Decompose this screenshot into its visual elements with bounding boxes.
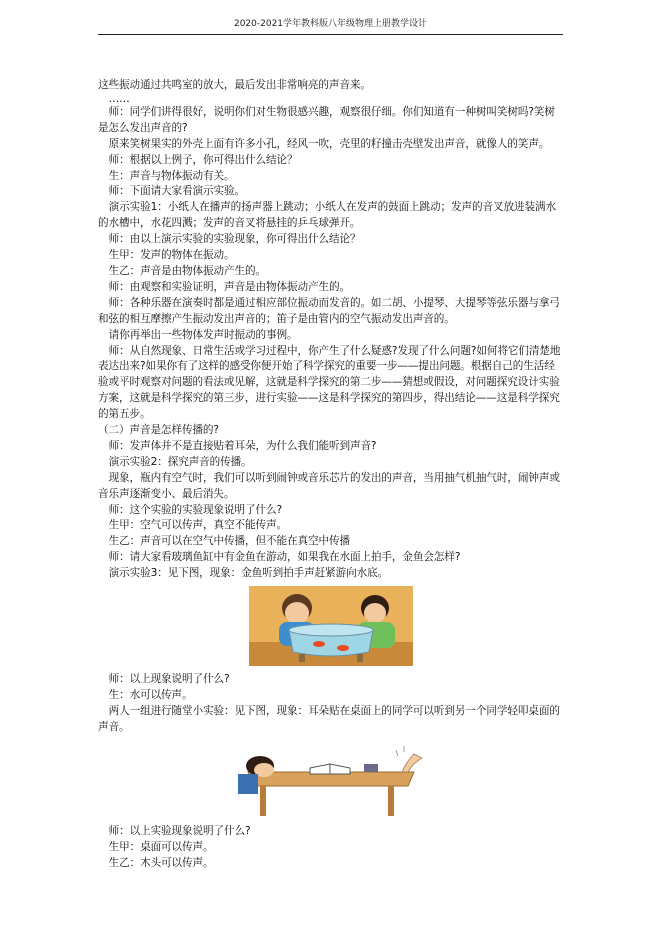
paragraph: 师：以上现象说明了什么? [108,673,230,686]
figure-fish-tank [98,586,563,666]
paragraph: 生甲：发声的物体在振动。 [108,249,235,262]
paragraph: 生乙：声音是由物体振动产生的。 [108,264,266,277]
paragraph: 请你再举出一些物体发声时振动的事例。 [108,328,298,341]
table-experiment-illustration [238,742,424,818]
paragraph: 这些振动通过共鸣室的放大，最后发出非常响亮的声音来。 [98,79,371,91]
paragraph: 师：以上实验现象说明了什么? [108,824,251,837]
section-heading: （二）声音是怎样传播的? [98,424,219,437]
document-body [98,78,563,871]
paragraph: 师：由以上演示实验的实验现象，你可得出什么结论？ [108,233,361,246]
paragraph: 演示实验3：见下图，现象：金鱼听到拍手声赶紧游向水底。 [108,567,389,580]
paragraph: 生乙：木头可以传声。 [108,856,214,869]
paragraph: 生：水可以传声。 [108,689,193,701]
paragraph: 师：这个实验的实验现象说明了什么? [108,503,283,516]
ellipsis: …… [108,92,130,105]
paragraph: 原来笑树果实的外壳上面有许多小孔，经风一吹，壳里的籽撞击壳壁发出声音，就像人的笑声。 [108,137,550,150]
fish-tank-illustration [249,586,413,666]
paragraph: 生甲：桌面可以传声。 [108,840,214,853]
paragraph: 师：发声体并不是直接贴着耳朵，为什么我们能听到声音? [108,439,377,452]
paragraph: 师：请大家看玻璃鱼缸中有金鱼在游动，如果我在水面上拍手，金鱼会怎样? [108,551,461,564]
paragraph: 师：从自然现象、日常生活或学习过程中，你产生了什么疑惑?发现了什么问题?如何将它们清楚地表达出来?如果你有了这样的感受你便开始了科学探究的重要一步——提出问题。根据自己的生活经验或平时观察对问题的看法或见解，这就是科学探究的第二步——猜想或假设，对问题探究设计实验方案，这就是科学探究的第三步，进行实验——这是科学探究的第四步，得出结论——这是科学探究的第五步。 [98,344,561,421]
paragraph: 师：根据以上例子，你可得出什么结论？ [108,153,298,166]
paragraph: 生甲：空气可以传声，真空不能传声。 [108,519,287,532]
paragraph: 演示实验1：小纸人在播声的扬声器上跳动；小纸人在发声的鼓面上跳动；发声的音叉放进装满水的水槽中，水花四溅；发声的音叉将悬挂的乒乓球弹开。 [98,201,556,230]
header-title: 2020-2021学年教科版八年级物理上册教学设计 [233,19,428,29]
paragraph: 演示实验2：探究声音的传播。 [108,455,252,468]
page-header [98,14,563,35]
figure-table-sound [98,742,563,818]
paragraph: 师：由观察和实验证明，声音是由物体振动产生的。 [108,280,350,293]
paragraph: 师：下面请大家看演示实验。 [108,185,246,198]
paragraph: 现象，瓶内有空气时，我们可以听到闹钟或音乐芯片的发出的声音，当用抽气机抽气时，闹钟声或音乐声逐渐变小、最后消失。 [98,471,560,500]
paragraph: 生：声音与物体振动有关。 [108,169,235,182]
paragraph: 生乙：声音可以在空气中传播，但不能在真空中传播 [108,535,350,548]
paragraph: 两人一组进行随堂小实验：见下图，现象：耳朵贴在桌面上的同学可以听到另一个同学轻叩桌面的声音。 [98,704,560,733]
paragraph: 师：同学们讲得很好，说明你们对生物很感兴趣，观察很仔细。你们知道有一种树叫笑树吗?笑树是怎么发出声音的? [98,105,555,134]
paragraph: 师：各种乐器在演奏时都是通过相应部位振动而发音的。如二胡、小提琴、大提琴等弦乐器与拿弓和弦的相互摩擦产生振动发出声音的；笛子是由管内的空气振动发出声音的。 [98,296,560,325]
